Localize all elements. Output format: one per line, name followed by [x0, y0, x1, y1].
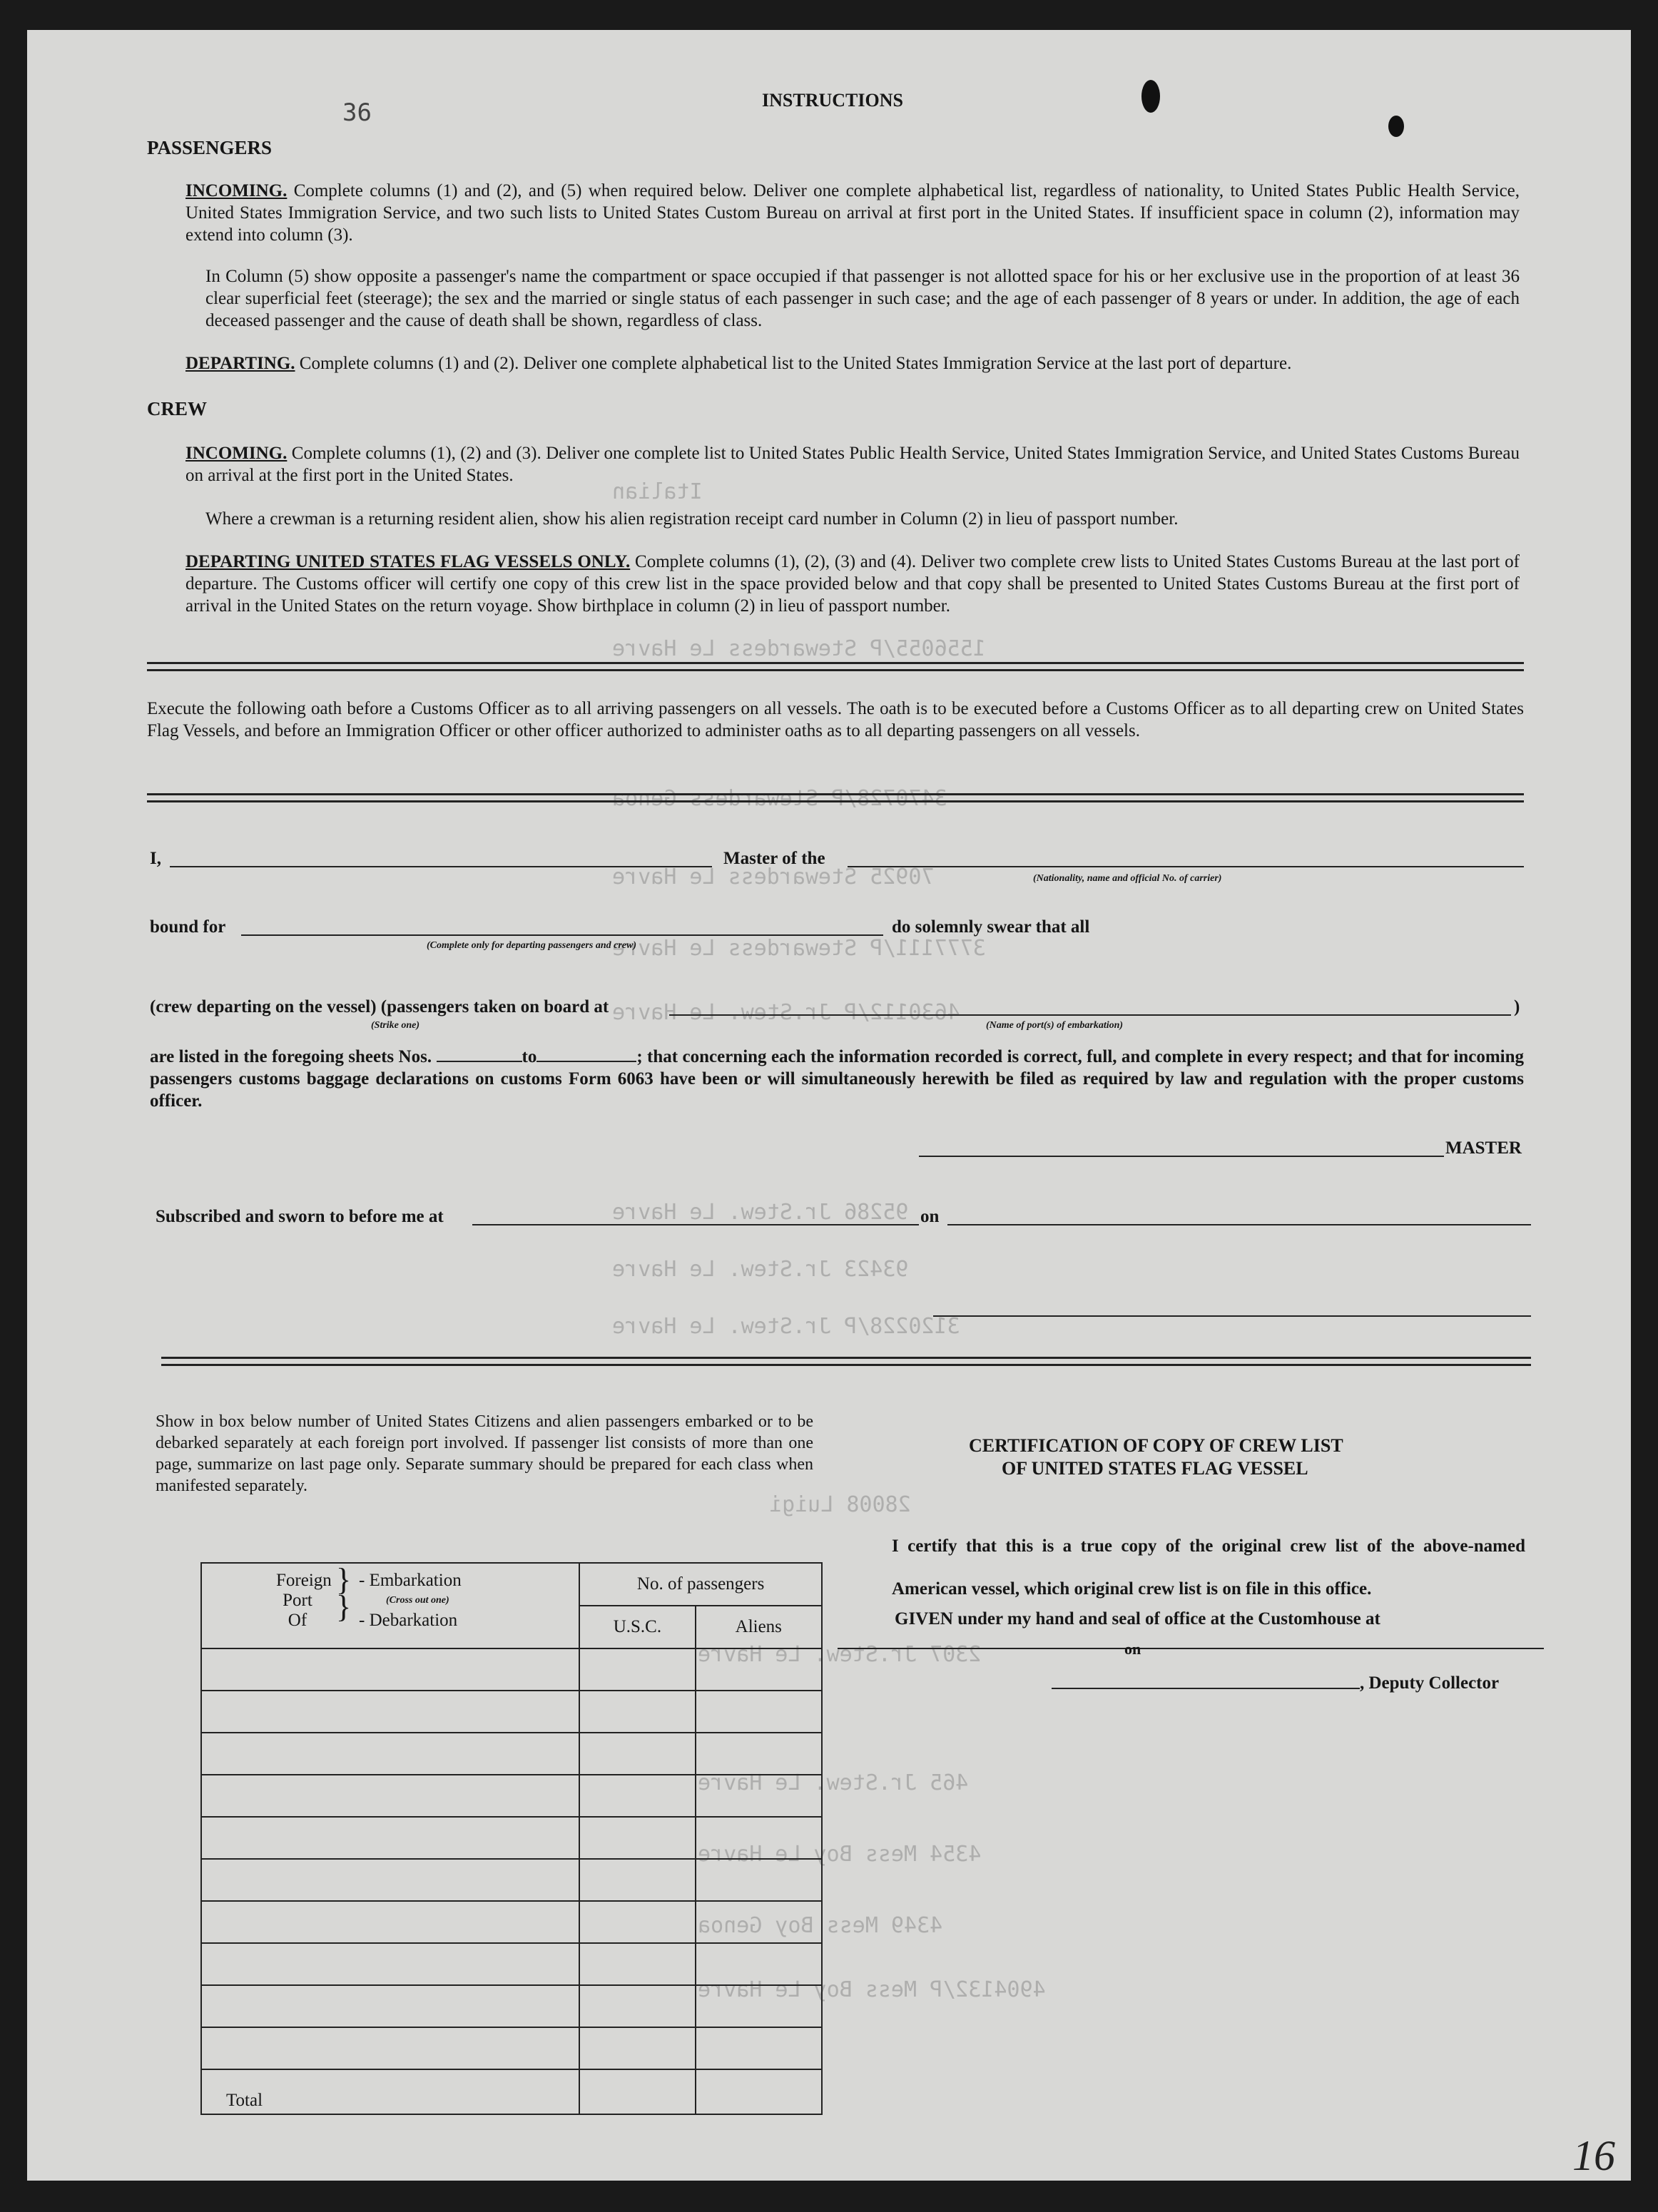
aliens-cell[interactable]	[696, 1775, 822, 1817]
label-crew-incoming: INCOMING.	[185, 444, 288, 463]
table-row	[201, 1817, 822, 1859]
table-row	[201, 2027, 822, 2069]
label-foreign: Foreign	[276, 1571, 332, 1590]
listed-text-a: are listed in the foregoing sheets Nos.	[150, 1047, 432, 1066]
table-row	[201, 1648, 822, 1691]
passengers-incoming-paragraph	[185, 180, 1520, 246]
sheets-paragraph	[150, 1046, 1524, 1112]
aliens-cell[interactable]	[696, 1943, 822, 1985]
bleed-through-text: 3120228/P Jr.Stew. Le Havre	[612, 1314, 960, 1339]
deputy-signature-line[interactable]	[1052, 1688, 1360, 1689]
usc-cell[interactable]	[579, 1901, 695, 1943]
brace-symbol: } }	[336, 1562, 352, 1624]
aliens-cell[interactable]	[696, 1648, 822, 1691]
bleed-through-text: 70925 Stewardess Le Havre	[612, 865, 935, 890]
usc-cell[interactable]	[579, 1733, 695, 1775]
port-cell[interactable]	[201, 1733, 579, 1775]
column5-paragraph: In Column (5) show opposite a passenger's name the compartment or space occupied if that passenger is not allotted space for his or her exclusive use in the proportion of at least 36 clear superficial feet (steerage); the sex and the married or single status of each passenger in such case; and the age of each passenger of 8 years or under. In addition, the age of each deceased passenger and the cause of death shall be shown, regardless of class.	[205, 267, 1520, 330]
table-row	[201, 1733, 822, 1775]
double-rule	[147, 793, 1524, 802]
bleed-through-text: 4630112/P Jr.Stew. Le Havre	[612, 1000, 960, 1025]
aliens-cell[interactable]	[696, 1691, 822, 1733]
aliens-total-cell[interactable]	[696, 2069, 822, 2114]
usc-cell[interactable]	[579, 1985, 695, 2027]
port-cell[interactable]	[201, 1859, 579, 1901]
port-label	[276, 1571, 332, 1631]
bleed-through-text: 4354 Mess Boy Le Havre	[698, 1842, 982, 1867]
master-name-line[interactable]	[170, 866, 712, 867]
label-port: Port	[283, 1591, 312, 1610]
table-row	[201, 1859, 822, 1901]
listed-to: to	[522, 1047, 537, 1066]
port-cell[interactable]	[201, 1648, 579, 1691]
bleed-through-text: 465 Jr.Stew. Le Havre	[698, 1770, 969, 1795]
usc-cell[interactable]	[579, 1691, 695, 1733]
usc-total-cell[interactable]	[579, 2069, 695, 2114]
port-cell[interactable]	[201, 1901, 579, 1943]
no-passengers-header: No. of passengers	[579, 1563, 822, 1606]
label-solemnly-swear: do solemnly swear that all	[892, 917, 1090, 937]
bleed-through-text: 95286 Jr.Stew. Le Havre	[612, 1200, 909, 1225]
embark-options	[359, 1571, 462, 1631]
label-embarkation[interactable]: - Embarkation	[359, 1571, 462, 1590]
bleed-through-text: 93423 Jr.Stew. Le Havre	[612, 1257, 909, 1282]
certification-on: on	[1124, 1640, 1141, 1658]
label-incoming: INCOMING.	[185, 181, 288, 200]
certification-statement: I certify that this is a true copy of the original crew list of the above-named American vessel, which original crew list is on file in this office.	[892, 1536, 1525, 1599]
port-cell[interactable]	[201, 1943, 579, 1985]
label-of: Of	[288, 1611, 307, 1630]
usc-cell[interactable]	[579, 1817, 695, 1859]
port-header-cell	[201, 1563, 579, 1648]
bleed-through-text: Italian	[612, 479, 703, 504]
crew-departing-text: Complete columns (1), (2), (3) and (4). Deliver two complete crew lists to United States Customs Bureau at the last port of departure. The Customs officer will certify one copy of this crew list in the space provided below and that copy shall be presented to United States Customs Bureau at the first port of arrival in the United States on the return voyage. Show birthplace in column (2) in lieu of passport number.	[185, 552, 1520, 616]
passenger-summary-table	[200, 1562, 823, 2115]
aliens-cell[interactable]	[696, 1733, 822, 1775]
table-row	[201, 1691, 822, 1733]
label-master-of: Master of the	[723, 849, 825, 868]
double-rule	[147, 662, 1524, 671]
label-i: I,	[150, 849, 161, 868]
bleed-through-text: 4904132/P Mess Boy Le Havre	[698, 1977, 1046, 2002]
passengers-incoming-text: Complete columns (1) and (2), and (5) when required below. Deliver one complete alphabetical list, regardless of nationality, to United States Public Health Service, United States Immigration Service, and two such lists to United States Custom Bureau on arrival at first port in the United States. If insufficient space in column (2), information may extend into column (3).	[185, 181, 1520, 245]
usc-header: U.S.C.	[579, 1606, 695, 1648]
label-departing: DEPARTING.	[185, 354, 295, 373]
aliens-cell[interactable]	[696, 1817, 822, 1859]
bleed-through-text: 3777111/P Stewardess Le Havre	[612, 936, 986, 961]
cross-out-note: (Cross out one)	[386, 1595, 449, 1606]
aliens-cell[interactable]	[696, 1901, 822, 1943]
listed-text-b: ; that concerning each the information recorded is correct, full, and complete in every respect; and that for incoming passengers customs baggage declarations on customs Form 6063 have been or will simultaneously herewith be filed as required by law and regulation with the proper customs officer.	[150, 1047, 1524, 1111]
table-row	[201, 1775, 822, 1817]
master-signature-line[interactable]	[919, 1156, 1444, 1157]
port-cell[interactable]	[201, 1775, 579, 1817]
ink-blot	[1141, 80, 1160, 113]
port-cell[interactable]	[201, 1691, 579, 1733]
table-row	[201, 1943, 822, 1985]
oath-intro-paragraph: Execute the following oath before a Customs Officer as to all arriving passengers on all vessels. The oath is to be executed before a Customs Officer as to all departing crew on United States Flag Vessels, and before an Immigration Officer or other officer authorized to administer oaths as to all departing passengers on all vessels.	[147, 699, 1524, 740]
embarkation-port-line[interactable]	[669, 1014, 1511, 1016]
crew-incoming-paragraph	[185, 442, 1520, 486]
total-label: Total	[201, 2069, 579, 2114]
label-bound-for: bound for	[150, 917, 226, 937]
port-cell[interactable]	[201, 2027, 579, 2069]
bleed-through-text: 28008 Luigi	[769, 1492, 911, 1517]
sworn-date-line[interactable]	[947, 1224, 1531, 1225]
strike-one-note: (Strike one)	[371, 1020, 420, 1031]
usc-cell[interactable]	[579, 1859, 695, 1901]
ink-blot	[1388, 116, 1404, 137]
sworn-place-line[interactable]	[472, 1224, 919, 1225]
usc-cell[interactable]	[579, 1775, 695, 1817]
certification-given: GIVEN under my hand and seal of office at the Customhouse at	[895, 1609, 1380, 1629]
document-page	[27, 30, 1631, 2181]
section-heading-passengers: PASSENGERS	[147, 137, 273, 158]
label-crew-departing-vessel: (crew departing on the vessel) (passengers taken on board at	[150, 997, 609, 1016]
aliens-cell[interactable]	[696, 2027, 822, 2069]
handwritten-page-number: 16	[1572, 2132, 1615, 2179]
crew-departing-paragraph	[185, 551, 1520, 617]
sheet-from-line[interactable]	[437, 1061, 522, 1062]
usc-cell[interactable]	[579, 2027, 695, 2069]
carrier-note: (Nationality, name and official No. of carrier)	[1033, 873, 1222, 884]
sheet-to-line[interactable]	[536, 1061, 636, 1062]
bleed-through-text: 1556055/P Stewardess Le Havre	[612, 636, 986, 661]
crew-incoming-text: Complete columns (1), (2) and (3). Deliver one complete list to United States Public Health Service, United States Immigration Service, and United States Customs Bureau on arrival at the first port in the United States.	[185, 444, 1520, 485]
port-cell[interactable]	[201, 1817, 579, 1859]
customhouse-line[interactable]	[838, 1648, 1544, 1649]
usc-cell[interactable]	[579, 1648, 695, 1691]
destination-line[interactable]	[241, 934, 883, 936]
deputy-collector-label: , Deputy Collector	[1360, 1673, 1500, 1693]
port-cell[interactable]	[201, 1985, 579, 2027]
label-crew-departing: DEPARTING UNITED STATES FLAG VESSELS ONLY.	[185, 552, 631, 571]
page-title: INSTRUCTIONS	[762, 90, 903, 111]
summary-paragraph: Show in box below number of United States Citizens and alien passengers embarked or to be debarked separately at each foreign port involved. If passenger list consists of more than one page, summarize on last page only. Separate summary should be prepared for each class when manifested separately.	[156, 1412, 813, 1495]
label-subscribed: Subscribed and sworn to before me at	[156, 1207, 444, 1226]
table-row	[201, 1985, 822, 2027]
page-number-stamp: 36	[342, 98, 372, 127]
passengers-departing-text: Complete columns (1) and (2). Deliver one complete alphabetical list to the United States Immigration Service at the last port of departure.	[299, 354, 1292, 373]
ports-note: (Name of port(s) of embarkation)	[986, 1020, 1124, 1031]
aliens-header: Aliens	[696, 1606, 822, 1648]
bleed-through-text: 4349 Mess Boy Genoa	[698, 1913, 943, 1938]
departing-note: (Complete only for departing passengers and crew)	[427, 940, 636, 951]
close-paren: )	[1514, 997, 1520, 1016]
aliens-cell[interactable]	[696, 1985, 822, 2027]
usc-cell[interactable]	[579, 1943, 695, 1985]
double-rule	[161, 1357, 1531, 1366]
certification-title: CERTIFICATION OF COPY OF CREW LIST	[969, 1435, 1343, 1456]
label-master: MASTER	[1445, 1138, 1522, 1158]
bleed-through-text: 3470728/P Stewardess Genoa	[612, 786, 947, 811]
officer-signature-line[interactable]	[933, 1315, 1531, 1317]
aliens-cell[interactable]	[696, 1859, 822, 1901]
label-debarkation[interactable]: - Debarkation	[359, 1611, 458, 1630]
total-row	[201, 2069, 822, 2114]
bleed-through-text: 2307 Jr.Stew. Le Havre	[698, 1642, 982, 1667]
label-on: on	[920, 1207, 940, 1226]
table-row	[201, 1901, 822, 1943]
resident-alien-paragraph: Where a crewman is a returning resident alien, show his alien registration receipt card number in Column (2) in lieu of passport number.	[205, 509, 1179, 529]
certification-subtitle: OF UNITED STATES FLAG VESSEL	[1002, 1458, 1308, 1479]
passengers-departing-paragraph	[185, 352, 1520, 374]
carrier-line[interactable]	[848, 866, 1524, 867]
section-heading-crew: CREW	[147, 398, 208, 419]
